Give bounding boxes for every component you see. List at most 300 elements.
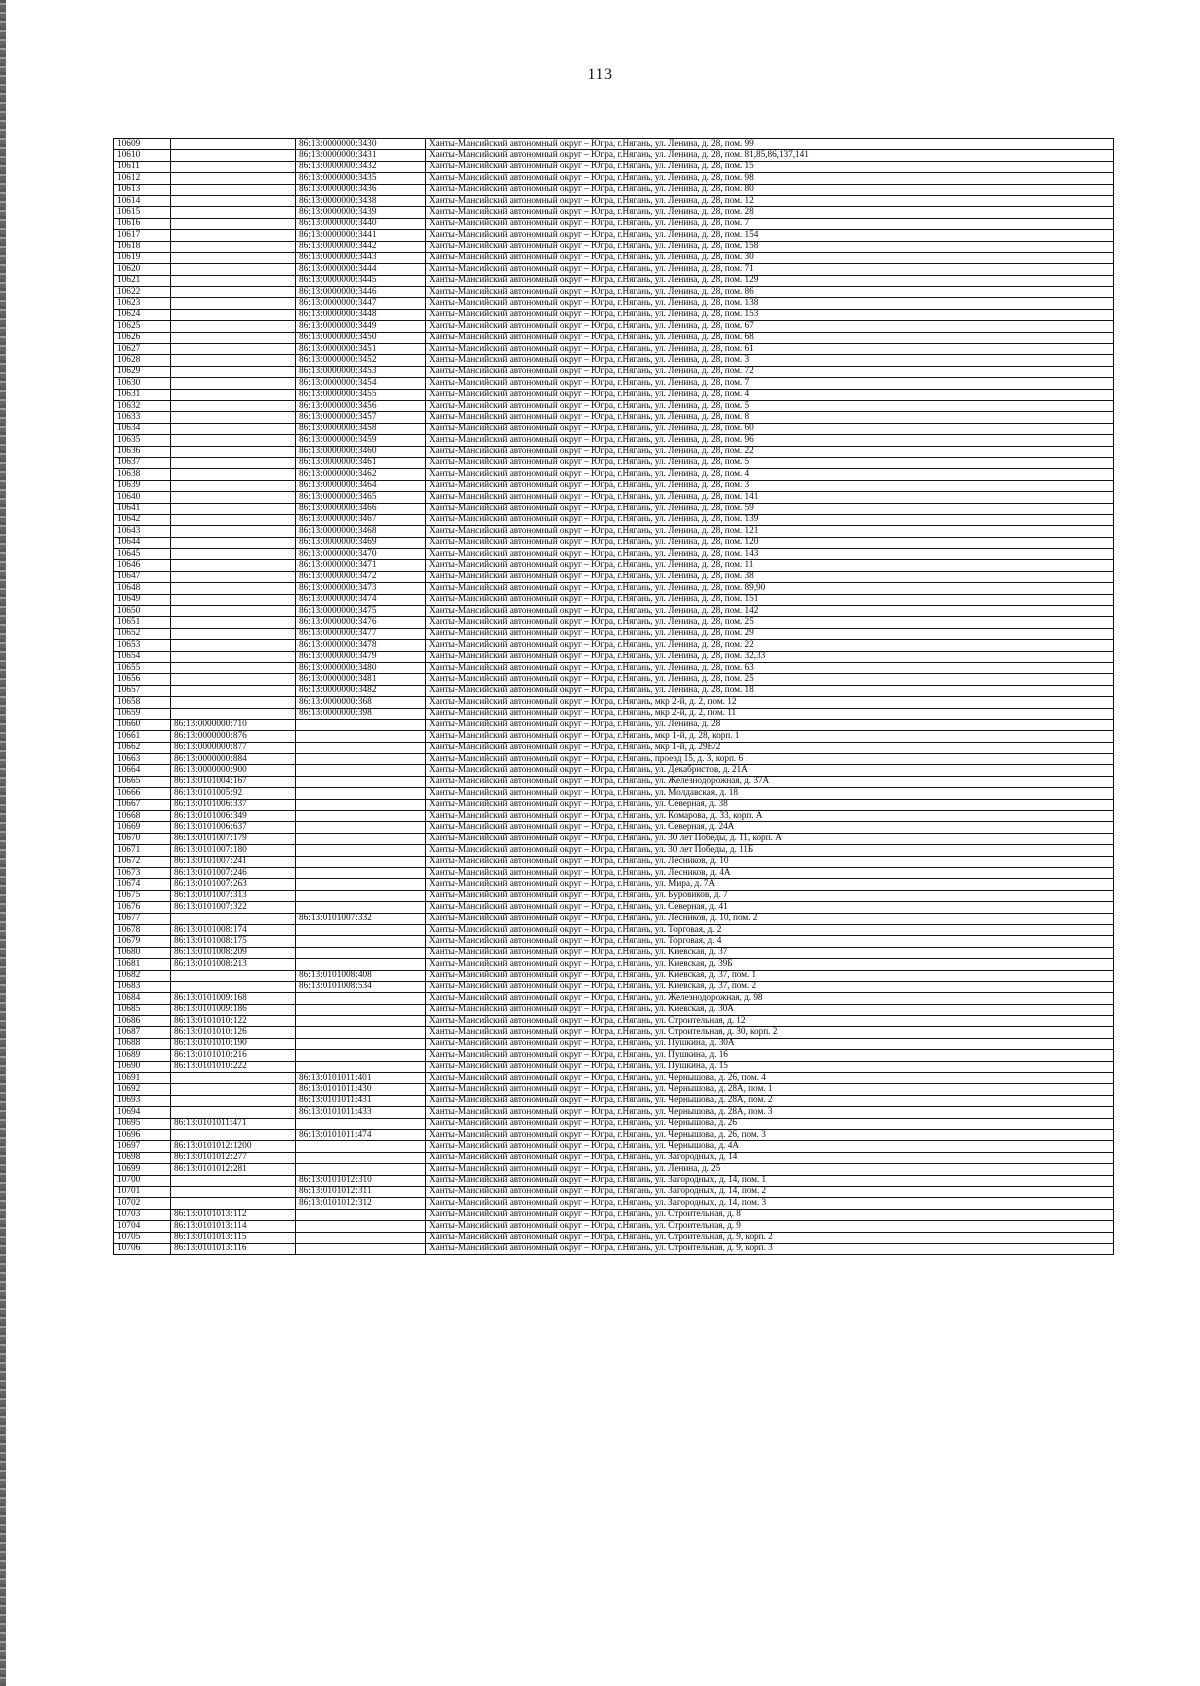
row-number-cell: 10626 — [114, 332, 171, 343]
table-row — [114, 1209, 1114, 1220]
table-row — [114, 571, 1114, 582]
address-cell: Ханты-Мансийский автономный округ – Югра, г.Нягань, ул. Ленина, д. 28, пом. 12 — [426, 195, 1114, 206]
cadastral-number-cell — [296, 1164, 426, 1175]
cadastral-number-cell: 86:13:0000000:3430 — [296, 139, 426, 150]
row-number-cell: 10659 — [114, 708, 171, 719]
cadastral-number-cell: 86:13:0101012:281 — [171, 1164, 296, 1175]
row-number-cell: 10644 — [114, 537, 171, 548]
cadastral-number-cell: 86:13:0101007:179 — [171, 833, 296, 844]
table-row — [114, 1175, 1114, 1186]
address-cell: Ханты-Мансийский автономный округ – Югра, г.Нягань, ул. Киевская, д. 37, пом. 1 — [426, 970, 1114, 981]
address-cell: Ханты-Мансийский автономный округ – Югра, г.Нягань, ул. Ленина, д. 28 — [426, 719, 1114, 730]
cadastral-number-cell — [296, 765, 426, 776]
cadastral-number-cell — [296, 788, 426, 799]
row-number-cell: 10700 — [114, 1175, 171, 1186]
address-cell: Ханты-Мансийский автономный округ – Югра, г.Нягань, ул. Строительная, д. 9, корп. 2 — [426, 1232, 1114, 1243]
cadastral-number-cell: 86:13:0000000:3480 — [296, 662, 426, 673]
cadastral-number-cell — [171, 195, 296, 206]
cadastral-number-cell: 86:13:0000000:884 — [171, 754, 296, 765]
table-row — [114, 549, 1114, 560]
cadastral-number-cell — [171, 480, 296, 491]
address-cell: Ханты-Мансийский автономный округ – Югра, г.Нягань, ул. Строительная, д. 8 — [426, 1209, 1114, 1220]
table-row — [114, 1016, 1114, 1027]
row-number-cell: 10678 — [114, 924, 171, 935]
address-cell: Ханты-Мансийский автономный округ – Югра, г.Нягань, ул. Пушкина, д. 30А — [426, 1038, 1114, 1049]
address-cell: Ханты-Мансийский автономный округ – Югра, г.Нягань, ул. Ленина, д. 28, пом. 5 — [426, 400, 1114, 411]
cadastral-number-cell — [296, 799, 426, 810]
address-cell: Ханты-Мансийский автономный округ – Югра, г.Нягань, ул. Ленина, д. 28, пом. 96 — [426, 435, 1114, 446]
table-row — [114, 400, 1114, 411]
cadastral-number-cell — [171, 1186, 296, 1197]
row-number-cell: 10699 — [114, 1164, 171, 1175]
cadastral-number-cell: 86:13:0000000:368 — [296, 697, 426, 708]
cadastral-number-cell: 86:13:0000000:3468 — [296, 526, 426, 537]
cadastral-number-cell: 86:13:0000000:3476 — [296, 617, 426, 628]
cadastral-number-cell — [296, 1027, 426, 1038]
address-cell: Ханты-Мансийский автономный округ – Югра, г.Нягань, ул. Загородных, д. 14, пом. 2 — [426, 1186, 1114, 1197]
cadastral-number-cell — [296, 924, 426, 935]
table-row — [114, 719, 1114, 730]
cadastral-number-cell: 86:13:0000000:3474 — [296, 594, 426, 605]
cadastral-number-cell: 86:13:0101008:534 — [296, 981, 426, 992]
cadastral-number-cell: 86:13:0101012:312 — [296, 1198, 426, 1209]
cadastral-number-cell: 86:13:0000000:3473 — [296, 583, 426, 594]
table-row — [114, 1221, 1114, 1232]
address-cell: Ханты-Мансийский автономный округ – Югра, г.Нягань, ул. Ленина, д. 28, пом. 72 — [426, 366, 1114, 377]
cadastral-number-cell: 86:13:0000000:3460 — [296, 446, 426, 457]
cadastral-number-cell — [296, 776, 426, 787]
row-number-cell: 10621 — [114, 275, 171, 286]
row-number-cell: 10679 — [114, 936, 171, 947]
address-cell: Ханты-Мансийский автономный округ – Югра, г.Нягань, ул. Ленина, д. 28, пом. 153 — [426, 309, 1114, 320]
row-number-cell: 10638 — [114, 469, 171, 480]
cadastral-number-cell: 86:13:0101009:168 — [171, 993, 296, 1004]
cadastral-number-cell — [171, 1095, 296, 1106]
address-cell: Ханты-Мансийский автономный округ – Югра, г.Нягань, ул. Ленина, д. 28, пом. 15 — [426, 161, 1114, 172]
table-row — [114, 537, 1114, 548]
cadastral-number-cell: 86:13:0101010:222 — [171, 1061, 296, 1072]
table-row — [114, 492, 1114, 503]
cadastral-number-cell: 86:13:0000000:3442 — [296, 241, 426, 252]
row-number-cell: 10687 — [114, 1027, 171, 1038]
cadastral-number-cell — [171, 514, 296, 525]
cadastral-number-cell — [171, 526, 296, 537]
cadastral-number-cell: 86:13:0101011:401 — [296, 1073, 426, 1084]
cadastral-number-cell: 86:13:0000000:3440 — [296, 218, 426, 229]
scan-edge — [0, 0, 6, 1686]
address-cell: Ханты-Мансийский автономный округ – Югра, г.Нягань, ул. Ленина, д. 28, пом. 32,33 — [426, 651, 1114, 662]
row-number-cell: 10697 — [114, 1141, 171, 1152]
row-number-cell: 10675 — [114, 890, 171, 901]
table-row — [114, 241, 1114, 252]
address-cell: Ханты-Мансийский автономный округ – Югра, г.Нягань, ул. Ленина, д. 28, пом. 120 — [426, 537, 1114, 548]
cadastral-number-cell: 86:13:0000000:3455 — [296, 389, 426, 400]
cadastral-number-cell: 86:13:0101008:209 — [171, 947, 296, 958]
table-row — [114, 765, 1114, 776]
cadastral-number-cell: 86:13:0000000:3453 — [296, 366, 426, 377]
table-row — [114, 150, 1114, 161]
row-number-cell: 10630 — [114, 378, 171, 389]
table-row — [114, 173, 1114, 184]
cadastral-number-cell: 86:13:0000000:3462 — [296, 469, 426, 480]
table-row — [114, 993, 1114, 1004]
row-number-cell: 10646 — [114, 560, 171, 571]
table-row — [114, 1004, 1114, 1015]
row-number-cell: 10612 — [114, 173, 171, 184]
cadastral-number-cell: 86:13:0101004:167 — [171, 776, 296, 787]
cadastral-number-cell — [296, 754, 426, 765]
cadastral-number-cell: 86:13:0101010:190 — [171, 1038, 296, 1049]
cadastral-number-cell: 86:13:0000000:3445 — [296, 275, 426, 286]
row-number-cell: 10639 — [114, 480, 171, 491]
table-row — [114, 1164, 1114, 1175]
cadastral-number-cell: 86:13:0000000:3466 — [296, 503, 426, 514]
address-cell: Ханты-Мансийский автономный округ – Югра, г.Нягань, ул. Железнодорожная, д. 37А — [426, 776, 1114, 787]
cadastral-number-cell: 86:13:0000000:3477 — [296, 628, 426, 639]
row-number-cell: 10649 — [114, 594, 171, 605]
row-number-cell: 10688 — [114, 1038, 171, 1049]
cadastral-number-cell — [171, 628, 296, 639]
cadastral-number-cell — [171, 583, 296, 594]
table-row — [114, 1152, 1114, 1163]
row-number-cell: 10684 — [114, 993, 171, 1004]
table-row — [114, 378, 1114, 389]
cadastral-number-cell: 86:13:0000000:3435 — [296, 173, 426, 184]
table-row — [114, 332, 1114, 343]
cadastral-number-cell: 86:13:0101007:246 — [171, 868, 296, 879]
row-number-cell: 10674 — [114, 879, 171, 890]
cadastral-number-cell: 86:13:0000000:3458 — [296, 423, 426, 434]
address-cell: Ханты-Мансийский автономный округ – Югра, г.Нягань, ул. Ленина, д. 28, пом. 25 — [426, 617, 1114, 628]
row-number-cell: 10615 — [114, 207, 171, 218]
cadastral-number-cell — [171, 332, 296, 343]
cadastral-number-cell: 86:13:0000000:3478 — [296, 640, 426, 651]
table-row — [114, 924, 1114, 935]
address-cell: Ханты-Мансийский автономный округ – Югра, г.Нягань, ул. Строительная, д. 9 — [426, 1221, 1114, 1232]
row-number-cell: 10669 — [114, 822, 171, 833]
cadastral-number-cell — [171, 537, 296, 548]
table-row — [114, 1141, 1114, 1152]
table-row — [114, 514, 1114, 525]
table-row — [114, 184, 1114, 195]
row-number-cell: 10704 — [114, 1221, 171, 1232]
row-number-cell: 10668 — [114, 811, 171, 822]
row-number-cell: 10664 — [114, 765, 171, 776]
table-row — [114, 981, 1114, 992]
cadastral-number-cell: 86:13:0000000:3436 — [296, 184, 426, 195]
cadastral-number-cell — [171, 241, 296, 252]
table-row — [114, 856, 1114, 867]
row-number-cell: 10656 — [114, 674, 171, 685]
cadastral-number-cell: 86:13:0101008:175 — [171, 936, 296, 947]
row-number-cell: 10632 — [114, 400, 171, 411]
table-row — [114, 1038, 1114, 1049]
cadastral-number-cell: 86:13:0101007:322 — [171, 902, 296, 913]
cadastral-number-cell: 86:13:0101010:122 — [171, 1016, 296, 1027]
cadastral-number-cell — [171, 1073, 296, 1084]
row-number-cell: 10677 — [114, 913, 171, 924]
cadastral-number-cell — [296, 1221, 426, 1232]
table-row — [114, 902, 1114, 913]
address-cell: Ханты-Мансийский автономный округ – Югра, г.Нягань, ул. Ленина, д. 28, пом. 129 — [426, 275, 1114, 286]
row-number-cell: 10662 — [114, 742, 171, 753]
row-number-cell: 10614 — [114, 195, 171, 206]
cadastral-number-cell: 86:13:0000000:3438 — [296, 195, 426, 206]
cadastral-number-cell: 86:13:0000000:3475 — [296, 606, 426, 617]
cadastral-number-cell: 86:13:0101006:349 — [171, 811, 296, 822]
cadastral-number-cell: 86:13:0101007:332 — [296, 913, 426, 924]
address-cell: Ханты-Мансийский автономный округ – Югра, г.Нягань, мкр 2-й, д. 2, пом. 12 — [426, 697, 1114, 708]
address-cell: Ханты-Мансийский автономный округ – Югра, г.Нягань, ул. Ленина, д. 28, пом. 121 — [426, 526, 1114, 537]
cadastral-number-cell: 86:13:0000000:3465 — [296, 492, 426, 503]
row-number-cell: 10696 — [114, 1129, 171, 1140]
table-row — [114, 606, 1114, 617]
row-number-cell: 10660 — [114, 719, 171, 730]
address-cell: Ханты-Мансийский автономный округ – Югра, г.Нягань, ул. Киевская, д. 37 — [426, 947, 1114, 958]
table-row — [114, 412, 1114, 423]
cadastral-number-cell: 86:13:0000000:3444 — [296, 264, 426, 275]
cadastral-number-cell — [171, 1107, 296, 1118]
address-cell: Ханты-Мансийский автономный округ – Югра, г.Нягань, ул. Чернышова, д. 28А, пом. 1 — [426, 1084, 1114, 1095]
address-cell: Ханты-Мансийский автономный округ – Югра, г.Нягань, ул. Ленина, д. 28, пом. 141 — [426, 492, 1114, 503]
cadastral-number-cell — [171, 435, 296, 446]
row-number-cell: 10619 — [114, 252, 171, 263]
table-row — [114, 435, 1114, 446]
address-cell: Ханты-Мансийский автономный округ – Югра, г.Нягань, ул. Ленина, д. 28, пом. 29 — [426, 628, 1114, 639]
row-number-cell: 10671 — [114, 845, 171, 856]
cadastral-number-cell: 86:13:0000000:3456 — [296, 400, 426, 411]
table-row — [114, 1129, 1114, 1140]
table-row — [114, 560, 1114, 571]
cadastral-number-cell: 86:13:0101012:277 — [171, 1152, 296, 1163]
table-row — [114, 970, 1114, 981]
cadastral-number-cell: 86:13:0000000:3464 — [296, 480, 426, 491]
address-cell: Ханты-Мансийский автономный округ – Югра, г.Нягань, мкр 1-й, д. 29Е/2 — [426, 742, 1114, 753]
table-row — [114, 936, 1114, 947]
row-number-cell: 10651 — [114, 617, 171, 628]
table-row — [114, 640, 1114, 651]
table-row — [114, 480, 1114, 491]
row-number-cell: 10648 — [114, 583, 171, 594]
cadastral-number-cell — [171, 469, 296, 480]
cadastral-number-cell — [296, 1141, 426, 1152]
address-cell: Ханты-Мансийский автономный округ – Югра, г.Нягань, ул. Комарова, д. 33, корп. А — [426, 811, 1114, 822]
address-cell: Ханты-Мансийский автономный округ – Югра, г.Нягань, ул. Ленина, д. 28, пом. 139 — [426, 514, 1114, 525]
table-row — [114, 230, 1114, 241]
address-cell: Ханты-Мансийский автономный округ – Югра, г.Нягань, ул. Ленина, д. 28, пом. 28 — [426, 207, 1114, 218]
cadastral-number-cell: 86:13:0101006:337 — [171, 799, 296, 810]
row-number-cell: 10637 — [114, 457, 171, 468]
table-row — [114, 822, 1114, 833]
cadastral-number-cell: 86:13:0000000:3451 — [296, 344, 426, 355]
row-number-cell: 10622 — [114, 287, 171, 298]
row-number-cell: 10665 — [114, 776, 171, 787]
cadastral-number-cell: 86:13:0101008:408 — [296, 970, 426, 981]
table-row — [114, 879, 1114, 890]
row-number-cell: 10670 — [114, 833, 171, 844]
cadastral-number-cell — [296, 1038, 426, 1049]
table-row — [114, 1232, 1114, 1243]
table-row — [114, 366, 1114, 377]
row-number-cell: 10683 — [114, 981, 171, 992]
cadastral-number-cell — [296, 1118, 426, 1129]
address-cell: Ханты-Мансийский автономный округ – Югра, г.Нягань, ул. Ленина, д. 28, пом. 151 — [426, 594, 1114, 605]
table-row — [114, 708, 1114, 719]
cadastral-number-cell — [171, 161, 296, 172]
cadastral-number-cell — [171, 321, 296, 332]
row-number-cell: 10645 — [114, 549, 171, 560]
address-cell: Ханты-Мансийский автономный округ – Югра, г.Нягань, ул. Ленина, д. 28, пом. 71 — [426, 264, 1114, 275]
cadastral-number-cell — [171, 378, 296, 389]
table-row — [114, 651, 1114, 662]
cadastral-number-cell — [171, 309, 296, 320]
address-cell: Ханты-Мансийский автономный округ – Югра, г.Нягань, ул. Ленина, д. 28, пом. 89,90 — [426, 583, 1114, 594]
table-row — [114, 469, 1114, 480]
cadastral-number-cell: 86:13:0101012:311 — [296, 1186, 426, 1197]
row-number-cell: 10640 — [114, 492, 171, 503]
address-cell: Ханты-Мансийский автономный округ – Югра, г.Нягань, ул. Ленина, д. 28, пом. 22 — [426, 640, 1114, 651]
row-number-cell: 10698 — [114, 1152, 171, 1163]
table-row — [114, 275, 1114, 286]
cadastral-number-cell — [171, 640, 296, 651]
table-row — [114, 1050, 1114, 1061]
cadastral-number-cell: 86:13:0000000:900 — [171, 765, 296, 776]
table-row — [114, 731, 1114, 742]
cadastral-number-cell — [171, 970, 296, 981]
row-number-cell: 10692 — [114, 1084, 171, 1095]
address-cell: Ханты-Мансийский автономный округ – Югра, г.Нягань, ул. Ленина, д. 28, пом. 3 — [426, 355, 1114, 366]
cadastral-number-cell — [171, 560, 296, 571]
cadastral-number-cell — [171, 412, 296, 423]
row-number-cell: 10624 — [114, 309, 171, 320]
row-number-cell: 10610 — [114, 150, 171, 161]
cadastral-number-cell — [296, 731, 426, 742]
row-number-cell: 10693 — [114, 1095, 171, 1106]
address-cell: Ханты-Мансийский автономный округ – Югра, г.Нягань, ул. Ленина, д. 28, пом. 8 — [426, 412, 1114, 423]
table-row — [114, 1186, 1114, 1197]
address-cell: Ханты-Мансийский автономный округ – Югра, г.Нягань, ул. Пушкина, д. 15 — [426, 1061, 1114, 1072]
row-number-cell: 10620 — [114, 264, 171, 275]
address-cell: Ханты-Мансийский автономный округ – Югра, г.Нягань, ул. Мира, д. 7А — [426, 879, 1114, 890]
row-number-cell: 10616 — [114, 218, 171, 229]
cadastral-number-cell — [171, 366, 296, 377]
address-cell: Ханты-Мансийский автономный округ – Югра, г.Нягань, ул. Ленина, д. 28, пом. 18 — [426, 685, 1114, 696]
address-cell: Ханты-Мансийский автономный округ – Югра, г.Нягань, ул. Ленина, д. 28, пом. 80 — [426, 184, 1114, 195]
row-number-cell: 10663 — [114, 754, 171, 765]
row-number-cell: 10643 — [114, 526, 171, 537]
cadastral-number-cell: 86:13:0000000:3454 — [296, 378, 426, 389]
table-row — [114, 195, 1114, 206]
address-cell: Ханты-Мансийский автономный округ – Югра, г.Нягань, ул. Ленина, д. 28, пом. 63 — [426, 662, 1114, 673]
address-cell: Ханты-Мансийский автономный округ – Югра, г.Нягань, ул. Молдавская, д. 18 — [426, 788, 1114, 799]
cadastral-number-cell — [171, 1198, 296, 1209]
cadastral-number-cell: 86:13:0101012:1200 — [171, 1141, 296, 1152]
cadastral-number-cell — [171, 492, 296, 503]
cadastral-number-cell — [171, 1129, 296, 1140]
cadastral-number-cell — [171, 1084, 296, 1095]
cadastral-number-cell: 86:13:0000000:3472 — [296, 571, 426, 582]
cadastral-number-cell: 86:13:0101005:92 — [171, 788, 296, 799]
cadastral-number-cell — [171, 252, 296, 263]
cadastral-number-cell: 86:13:0101011:471 — [171, 1118, 296, 1129]
table-row — [114, 1118, 1114, 1129]
cadastral-number-cell — [296, 1232, 426, 1243]
table-row — [114, 833, 1114, 844]
table-row — [114, 959, 1114, 970]
cadastral-number-cell: 86:13:0101013:112 — [171, 1209, 296, 1220]
cadastral-number-cell — [296, 1061, 426, 1072]
table-row — [114, 742, 1114, 753]
address-cell: Ханты-Мансийский автономный округ – Югра, г.Нягань, ул. Киевская, д. 30А — [426, 1004, 1114, 1015]
row-number-cell: 10653 — [114, 640, 171, 651]
row-number-cell: 10681 — [114, 959, 171, 970]
row-number-cell: 10618 — [114, 241, 171, 252]
address-cell: Ханты-Мансийский автономный округ – Югра, г.Нягань, ул. Буровиков, д. 7 — [426, 890, 1114, 901]
address-cell: Ханты-Мансийский автономный округ – Югра, г.Нягань, ул. Ленина, д. 28, пом. 98 — [426, 173, 1114, 184]
address-cell: Ханты-Мансийский автономный округ – Югра, г.Нягань, ул. Ленина, д. 28, пом. 154 — [426, 230, 1114, 241]
row-number-cell: 10654 — [114, 651, 171, 662]
cadastral-number-cell: 86:13:0000000:3471 — [296, 560, 426, 571]
table-row — [114, 617, 1114, 628]
row-number-cell: 10631 — [114, 389, 171, 400]
table-row — [114, 161, 1114, 172]
cadastral-number-cell: 86:13:0101008:174 — [171, 924, 296, 935]
cadastral-number-cell — [296, 879, 426, 890]
row-number-cell: 10652 — [114, 628, 171, 639]
cadastral-number-cell: 86:13:0000000:3449 — [296, 321, 426, 332]
cadastral-number-cell: 86:13:0000000:3459 — [296, 435, 426, 446]
table-row — [114, 287, 1114, 298]
cadastral-number-cell — [171, 389, 296, 400]
cadastral-number-cell — [171, 651, 296, 662]
cadastral-number-cell: 86:13:0101009:186 — [171, 1004, 296, 1015]
cadastral-number-cell — [171, 913, 296, 924]
table-row — [114, 799, 1114, 810]
cadastral-number-cell: 86:13:0000000:3431 — [296, 150, 426, 161]
table-row — [114, 309, 1114, 320]
cadastral-number-cell: 86:13:0000000:3470 — [296, 549, 426, 560]
address-cell: Ханты-Мансийский автономный округ – Югра, г.Нягань, ул. Ленина, д. 28, пом. 142 — [426, 606, 1114, 617]
address-cell: Ханты-Мансийский автономный округ – Югра, г.Нягань, мкр 2-й, д. 2, пом. 11 — [426, 708, 1114, 719]
address-cell: Ханты-Мансийский автономный округ – Югра, г.Нягань, ул. Чернышова, д. 26, пом. 3 — [426, 1129, 1114, 1140]
cadastral-number-cell: 86:13:0101010:126 — [171, 1027, 296, 1038]
row-number-cell: 10641 — [114, 503, 171, 514]
row-number-cell: 10701 — [114, 1186, 171, 1197]
cadastral-number-cell — [171, 549, 296, 560]
cadastral-number-cell — [171, 207, 296, 218]
address-cell: Ханты-Мансийский автономный округ – Югра, г.Нягань, ул. Ленина, д. 28, пом. 3 — [426, 480, 1114, 491]
table-row — [114, 344, 1114, 355]
address-cell: Ханты-Мансийский автономный округ – Югра, г.Нягань, ул. Ленина, д. 25 — [426, 1164, 1114, 1175]
cadastral-number-cell: 86:13:0101013:116 — [171, 1243, 296, 1254]
cadastral-number-cell — [296, 845, 426, 856]
cadastral-number-cell: 86:13:0000000:3479 — [296, 651, 426, 662]
address-cell: Ханты-Мансийский автономный округ – Югра, г.Нягань, мкр 1-й, д. 28, корп. 1 — [426, 731, 1114, 742]
address-cell: Ханты-Мансийский автономный округ – Югра, г.Нягань, ул. Железнодорожная, д. 98 — [426, 993, 1114, 1004]
cadastral-number-cell: 86:13:0101012:310 — [296, 1175, 426, 1186]
row-number-cell: 10633 — [114, 412, 171, 423]
address-cell: Ханты-Мансийский автономный округ – Югра, г.Нягань, ул. Ленина, д. 28, пом. 158 — [426, 241, 1114, 252]
table-row — [114, 890, 1114, 901]
address-cell: Ханты-Мансийский автономный округ – Югра, г.Нягань, ул. Декабристов, д. 21А — [426, 765, 1114, 776]
cadastral-number-cell — [171, 674, 296, 685]
cadastral-number-cell — [296, 1152, 426, 1163]
row-number-cell: 10676 — [114, 902, 171, 913]
row-number-cell: 10642 — [114, 514, 171, 525]
table-row — [114, 526, 1114, 537]
address-cell: Ханты-Мансийский автономный округ – Югра, г.Нягань, ул. Ленина, д. 28, пом. 61 — [426, 344, 1114, 355]
address-cell: Ханты-Мансийский автономный округ – Югра, г.Нягань, ул. Киевская, д. 39Б — [426, 959, 1114, 970]
